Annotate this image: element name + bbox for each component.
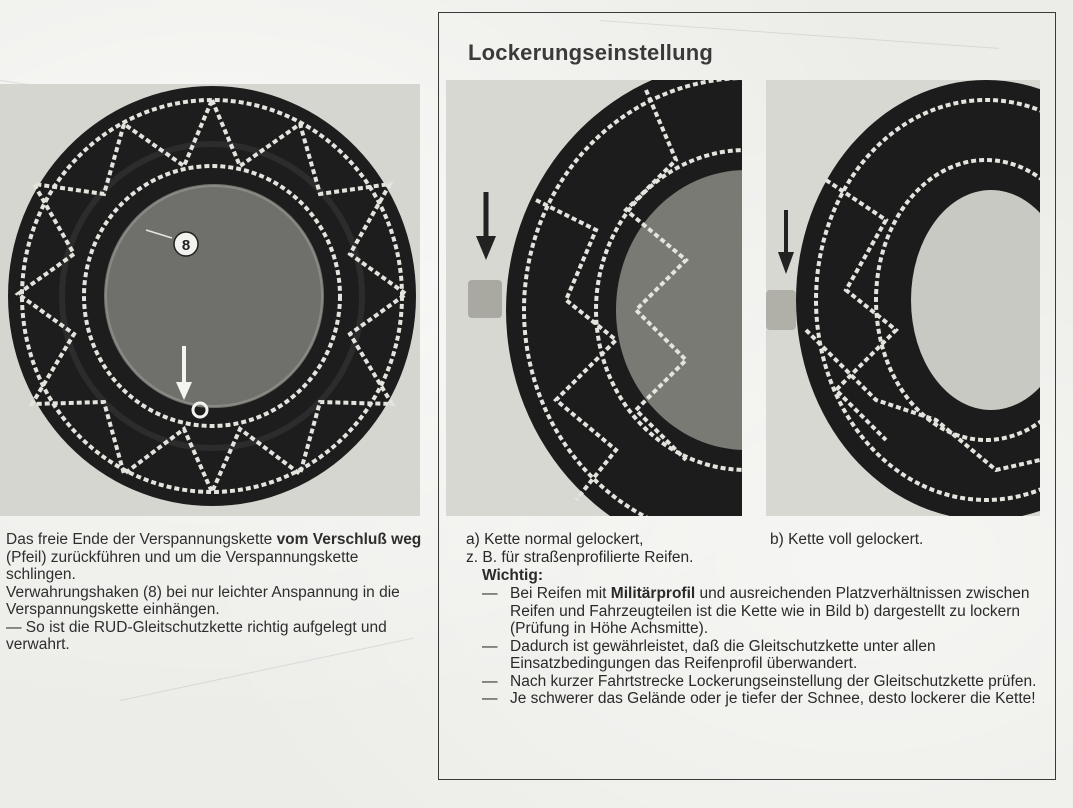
chain-tensioner [468,280,502,318]
caption-a: a) Kette normal gelockert, z. B. für straßenprofilierte Reifen. [466,531,694,566]
frame-right-rule [1055,12,1056,780]
label-8-text: 8 [181,237,191,254]
list-item: — Nach kurzer Fahrtstrecke Lockerungseinstellung der Gleitschutzkette prüfen. [482,672,1037,690]
list-item: — Bei Reifen mit Militärprofil und ausreichenden Platzverhältnissen zwischen Reifen und Fahrzeugteilen ist die Kette wie in Bild b) dargestellt zu lockern (Prüfung in Höhe Achsmitte). [482,585,1030,637]
chain-tensioner [766,290,796,330]
important-title: Wichtig: [482,567,543,584]
instruction-paragraph: Das freie Ende der Verspannungskette vom Verschluß weg (Pfeil) zurückführen und um die Verspannungskette schlingen. [6,531,422,583]
list-item: — Je schwerer das Gelände oder je tiefer der Schnee, desto lockerer die Kette! [482,690,1036,707]
tire-photo-a [446,80,742,516]
list-item: — Dadurch ist gewährleistet, daß die Gleitschutzkette unter allen Einsatzbedingungen das Reifenprofil überwandert. [482,637,936,672]
important-list [482,585,1047,708]
instruction-paragraph: — So ist die RUD-Gleitschutzkette richtig aufgelegt und verwahrt. [6,618,387,653]
tire-photo-left [0,84,420,516]
instruction-paragraph: Verwahrungshaken (8) bei nur leichter Anspannung in die Verspannungskette einhängen. [6,583,400,618]
section-heading: Lockerungseinstellung [468,40,714,65]
column-divider [438,12,439,780]
tire-photo-b [766,80,1040,516]
caption-b: b) Kette voll gelockert. [770,531,924,548]
frame-top-rule [438,12,1056,13]
frame-bottom-rule [438,779,1056,780]
left-instructions [6,531,426,654]
